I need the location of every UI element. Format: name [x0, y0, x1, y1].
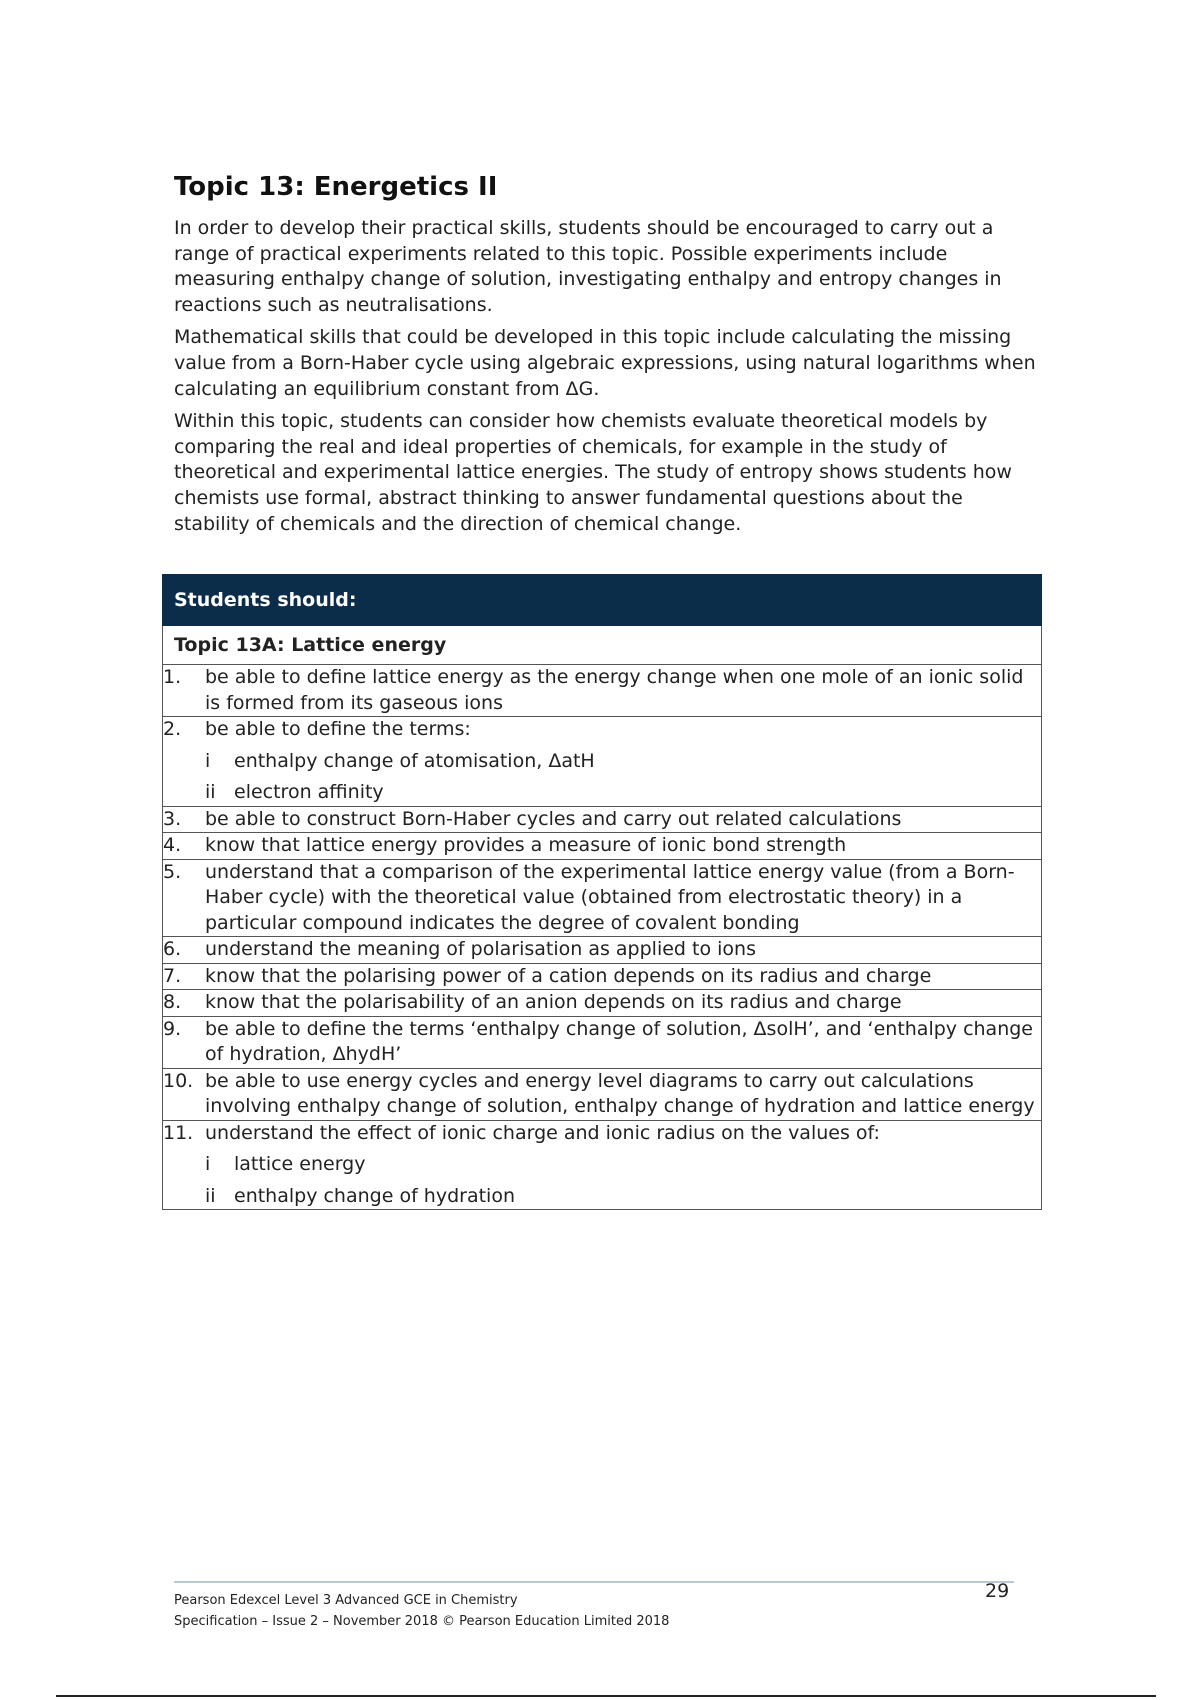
table-cell — [163, 1016, 1042, 1068]
sub-item — [163, 1152, 1041, 1178]
footer-line-2: Specification – Issue 2 – November 2018 © Pearson Education Limited 2018 — [174, 1614, 670, 1629]
table-header-row — [163, 575, 1042, 626]
sub-item-numeral: i — [205, 1153, 211, 1175]
page-content — [174, 172, 1044, 544]
item-number: 11. — [163, 1121, 194, 1144]
list-item — [163, 665, 1041, 716]
table-cell — [163, 1120, 1042, 1210]
sub-item — [163, 780, 1041, 806]
bottom-divider — [56, 1695, 1156, 1697]
list-item — [163, 717, 1041, 743]
item-number: 8. — [163, 991, 182, 1013]
sub-item — [163, 1184, 1041, 1210]
item-text: be able to define lattice energy as the energy change when one mole of an ionic solid is formed from its gaseous ions — [205, 666, 1024, 714]
table-cell — [163, 717, 1042, 807]
item-number: 4. — [163, 834, 182, 856]
sub-item-numeral: ii — [205, 781, 216, 803]
subtopic-title: Topic 13A: Lattice energy — [163, 626, 1042, 665]
table-cell — [163, 833, 1042, 860]
table-row — [163, 717, 1042, 807]
table-row — [163, 1120, 1042, 1210]
item-number: 9. — [163, 1017, 182, 1040]
intro-paragraph-models: Within this topic, students can consider how chemists evaluate theoretical models by comparing the real and ideal properties of chemicals, for example in the study of theoretical and experimental lattice energies. The study of entropy shows students how chemists use formal, abstract thinking to answer fundamental questions about the stability of chemicals and the direction of chemical change. — [174, 410, 1012, 535]
table-row — [163, 1068, 1042, 1120]
item-number: 10. — [163, 1069, 194, 1092]
item-text: be able to define the terms ‘enthalpy change of solution, ΔsolH’, and ‘enthalpy change of hydration, ΔhydH’ — [205, 1017, 1033, 1065]
list-item — [163, 807, 1041, 833]
sub-item-numeral: i — [205, 749, 211, 772]
item-text: be able to construct Born-Haber cycles and carry out related calculations — [205, 807, 902, 830]
table-row — [163, 937, 1042, 964]
item-number: 5. — [163, 860, 182, 883]
list-item — [163, 937, 1041, 963]
item-number: 1. — [163, 666, 182, 688]
item-text: be able to define the terms: — [205, 718, 471, 740]
footer — [174, 1590, 669, 1632]
spec-table — [162, 574, 1042, 1210]
item-text: know that the polarisability of an anion depends on its radius and charge — [205, 991, 902, 1013]
item-text: know that lattice energy provides a measure of ionic bond strength — [205, 834, 847, 856]
intro-paragraph-practical: In order to develop their practical skills, students should be encouraged to carry out a range of practical experiments related to this topic. Possible experiments include measuring enthalpy change of solution, investigating enthalpy and entropy changes in reactions such as neutralisations. — [174, 217, 1002, 316]
list-item — [163, 1121, 1041, 1147]
item-text: be able to use energy cycles and energy level diagrams to carry out calculations involving enthalpy change of solution, enthalpy change of hydration and lattice energy — [205, 1069, 1035, 1117]
table-row — [163, 833, 1042, 860]
page-title: Topic 13: Energetics II — [174, 172, 498, 202]
item-text: understand the meaning of polarisation as applied to ions — [205, 938, 756, 960]
table-row — [163, 963, 1042, 990]
sub-item-numeral: ii — [205, 1184, 216, 1207]
list-item — [163, 833, 1041, 859]
table-cell — [163, 1068, 1042, 1120]
table-cell — [163, 990, 1042, 1017]
item-number: 6. — [163, 938, 182, 960]
intro-text — [174, 216, 1044, 537]
page-number: 29 — [985, 1580, 1010, 1602]
item-text: understand that a comparison of the experimental lattice energy value (from a Born-Haber cycle) with the theoretical value (obtained from electrostatic theory) in a particular compound indicates the degree of covalent bonding — [205, 860, 1015, 934]
sub-item-text: electron affinity — [234, 781, 384, 803]
list-item — [163, 964, 1041, 990]
table-cell — [163, 806, 1042, 833]
table-row — [163, 859, 1042, 937]
table-header: Students should: — [163, 575, 1042, 626]
table-cell — [163, 963, 1042, 990]
table-row — [163, 1016, 1042, 1068]
table-row — [163, 990, 1042, 1017]
list-item — [163, 1069, 1041, 1120]
subtopic-row — [163, 626, 1042, 665]
item-number: 3. — [163, 807, 182, 830]
table-row — [163, 806, 1042, 833]
footer-line-1: Pearson Edexcel Level 3 Advanced GCE in Chemistry — [174, 1593, 518, 1608]
list-item — [163, 860, 1041, 937]
table-cell — [163, 937, 1042, 964]
sub-item-text: enthalpy change of atomisation, ΔatH — [234, 749, 595, 772]
sub-item — [163, 749, 1041, 775]
sub-item-text: enthalpy change of hydration — [234, 1184, 516, 1207]
footer-divider — [174, 1581, 1014, 1583]
item-text: know that the polarising power of a cation depends on its radius and charge — [205, 964, 932, 987]
item-text: understand the effect of ionic charge and ionic radius on the values of: — [205, 1121, 880, 1144]
table-row — [163, 665, 1042, 717]
list-item — [163, 990, 1041, 1016]
item-number: 7. — [163, 964, 182, 987]
intro-paragraph-maths: Mathematical skills that could be developed in this topic include calculating the missing value from a Born-Haber cycle using algebraic expressions, using natural logarithms when calculating an equilibrium constant from ΔG. — [174, 326, 1036, 400]
item-number: 2. — [163, 718, 182, 740]
table-cell — [163, 859, 1042, 937]
list-item — [163, 1017, 1041, 1068]
sub-item-text: lattice energy — [234, 1153, 366, 1175]
table-cell — [163, 665, 1042, 717]
